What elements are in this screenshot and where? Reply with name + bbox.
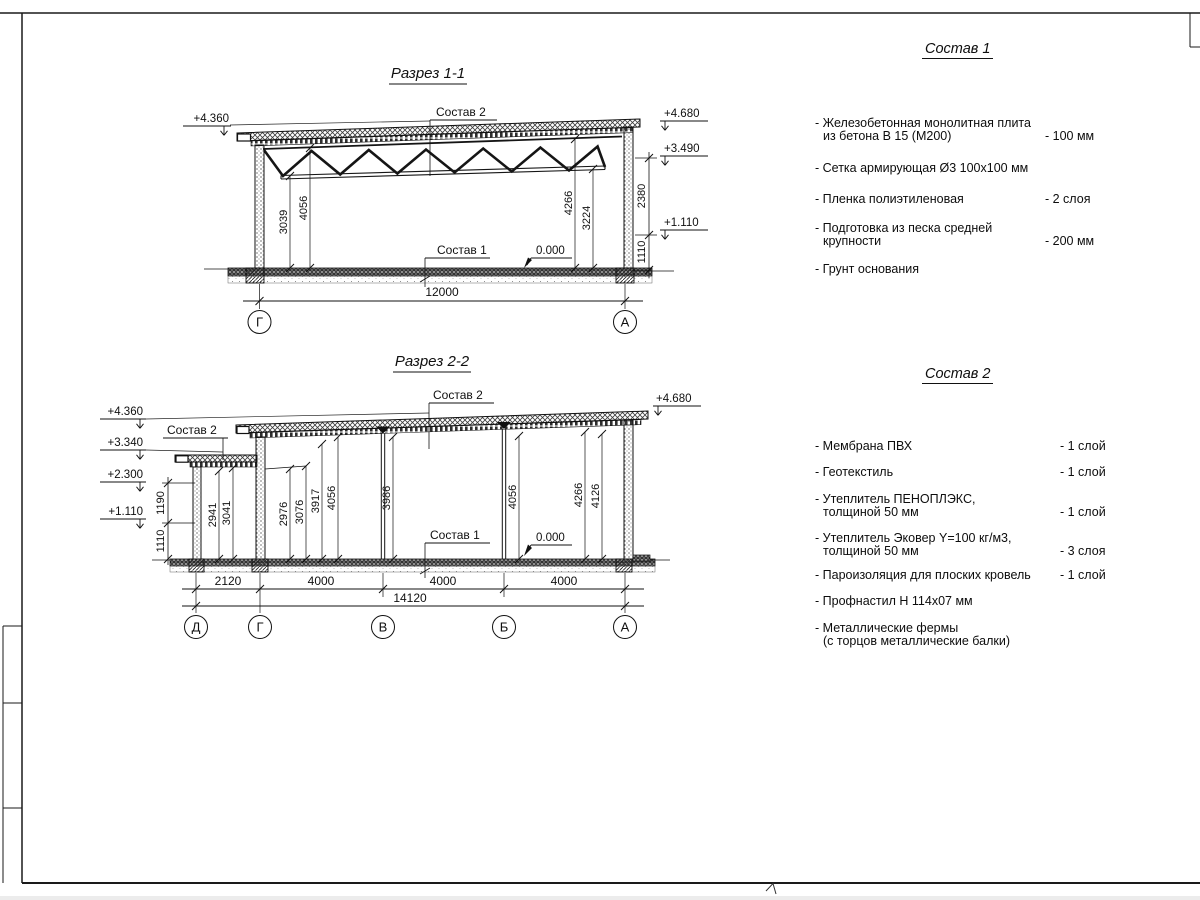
svg-text:А: А <box>620 314 630 330</box>
elevation-mark <box>660 217 708 239</box>
dimension-chain-left <box>155 477 195 565</box>
composition-item: - Железобетонная монолитная плита из бетона В 15 (М200) - 100 мм <box>815 116 1095 143</box>
svg-text:+3.490: +3.490 <box>664 143 700 155</box>
sand-layer <box>228 276 652 283</box>
dimension-text: 1110 <box>636 240 648 264</box>
elevation-mark <box>100 437 146 459</box>
elevation-mark <box>100 506 146 528</box>
composition-item: - Подготовка из песка средней крупности - 200 мм <box>815 221 1095 248</box>
axis-bubble <box>249 616 272 639</box>
svg-text:+4.680: +4.680 <box>664 108 700 120</box>
svg-text:0.000: 0.000 <box>536 532 565 544</box>
svg-text:+4.360: +4.360 <box>193 113 229 125</box>
dimension-text: 4126 <box>590 483 602 509</box>
dimension-text: 3076 <box>294 499 306 525</box>
section-2-2-title: Разрез 2-2 <box>394 353 470 370</box>
svg-text:Д: Д <box>191 619 201 635</box>
roof-edge-detail <box>176 456 188 462</box>
wall-axis-d <box>193 467 201 559</box>
composition-item: - Грунт основания <box>815 262 920 276</box>
foundation-block <box>252 559 268 572</box>
composition-item: - Мембрана ПВХ - 1 слой <box>815 439 1106 453</box>
svg-text:+4.360: +4.360 <box>107 406 143 418</box>
svg-text:Состав 1: Состав 1 <box>430 528 480 542</box>
dimension-chain-right <box>635 152 657 278</box>
section-1-1-drawing <box>183 65 708 334</box>
zero-level-mark <box>524 532 572 556</box>
dimension-text: 2976 <box>278 501 290 527</box>
elevation-mark <box>100 406 146 428</box>
composition-list-2 <box>815 365 1125 655</box>
dimension-text: 3041 <box>221 500 233 526</box>
dimension-text: 2941 <box>207 502 219 528</box>
elevation-mark <box>660 143 708 165</box>
foundation-block <box>616 268 634 283</box>
svg-text:В: В <box>378 619 388 635</box>
sand-layer <box>170 566 655 572</box>
svg-text:Г: Г <box>255 314 264 330</box>
axis-bubble <box>493 616 516 639</box>
dimension-bottom <box>243 284 643 309</box>
elevation-mark <box>100 469 146 491</box>
svg-text:0.000: 0.000 <box>536 245 565 257</box>
beam-line <box>265 466 306 469</box>
axis-bubble <box>185 616 208 639</box>
annex-roof-deck <box>190 462 257 467</box>
sheet-frame-left-cells <box>3 626 22 883</box>
section-2-2-drawing <box>100 353 701 639</box>
section-1-1-title: Разрез 1-1 <box>390 65 466 82</box>
dimension-text: 1190 <box>155 491 167 515</box>
svg-text:+1.110: +1.110 <box>108 506 143 518</box>
composition-item: - Утеплитель Эковер Y=100 кг/м3, толщиной 50 мм - 3 слоя <box>815 531 1106 558</box>
composition-item: - Пароизоляция для плоских кровель - 1 слой <box>815 568 1106 582</box>
svg-text:Г: Г <box>256 619 264 635</box>
roof-edge-detail <box>238 134 251 141</box>
floor-slab <box>228 268 652 276</box>
elevation-mark <box>653 393 701 415</box>
axis-bubble <box>614 311 637 334</box>
dimension-text: 4056 <box>326 485 338 511</box>
zero-level-mark <box>524 245 572 268</box>
wall-axis-g <box>256 437 265 559</box>
floor-slab <box>170 559 655 566</box>
composition-item: - Пленка полиэтиленовая - 2 слоя <box>815 192 1091 206</box>
label-sostav2-annex-callout <box>163 423 228 460</box>
svg-text:А: А <box>620 619 630 635</box>
roof-edge-detail <box>237 427 249 434</box>
svg-text:Состав 2: Состав 2 <box>433 388 483 402</box>
dimension-text: 4266 <box>563 190 575 216</box>
svg-text:Состав 1: Состав 1 <box>437 243 487 257</box>
wall-axis-g <box>255 145 264 268</box>
axis-bubble <box>614 616 637 639</box>
dimension-text: 3986 <box>381 485 393 511</box>
dimension-text: 3039 <box>278 209 290 235</box>
foundation-block <box>189 559 204 572</box>
composition-2-title: Состав 2 <box>922 368 993 384</box>
dimension-text: 4000 <box>429 574 457 588</box>
composition-item: - Металлические фермы (с торцов металлические балки) <box>815 621 1011 648</box>
composition-item: - Сетка армирующая Ø3 100х100 мм <box>815 161 1029 175</box>
svg-text:Состав 2: Состав 2 <box>167 423 217 437</box>
composition-1-title: Состав 1 <box>922 43 993 59</box>
foundation-block <box>246 268 264 283</box>
fold-mark <box>766 884 776 895</box>
elevation-mark <box>660 108 708 130</box>
dimension-text: 4000 <box>307 574 335 588</box>
dimension-text: 4056 <box>298 195 310 221</box>
axis-bubble <box>248 311 271 334</box>
dimension-text: 2380 <box>636 183 648 209</box>
svg-text:Б: Б <box>499 619 509 635</box>
svg-text:+4.680: +4.680 <box>656 393 692 405</box>
dimension-text: 12000 <box>425 285 459 299</box>
dimension-text: 4000 <box>550 574 578 588</box>
dimension-bottom <box>182 573 644 613</box>
wall-axis-a <box>624 127 633 268</box>
dimension-text: 3224 <box>581 205 593 231</box>
dimension-text: 4266 <box>573 482 585 508</box>
screen-edge <box>0 896 1200 900</box>
wall-axis-a <box>624 420 633 559</box>
composition-list-1 <box>815 35 1125 295</box>
composition-item: - Профнастил Н 114х07 мм <box>815 594 973 608</box>
axis-bubble <box>372 616 395 639</box>
foundation-block <box>616 559 632 572</box>
dimension-text: 4056 <box>507 484 519 510</box>
composition-item: - Геотекстиль - 1 слой <box>815 465 1106 479</box>
svg-text:Состав 2: Состав 2 <box>436 105 486 119</box>
dimension-text: 1110 <box>155 529 167 553</box>
dimension-text: 3917 <box>310 488 322 514</box>
svg-text:+3.340: +3.340 <box>107 437 143 449</box>
floor-ledge <box>633 555 650 561</box>
dimension-text: 14120 <box>393 591 427 605</box>
dimension-text: 2120 <box>214 574 242 588</box>
svg-text:+1.110: +1.110 <box>664 217 699 229</box>
composition-item: - Утеплитель ПЕНОПЛЭКС, толщиной 50 мм - 1 слой <box>815 492 1106 519</box>
svg-text:+2.300: +2.300 <box>107 469 143 481</box>
elevation-mark <box>183 113 231 135</box>
